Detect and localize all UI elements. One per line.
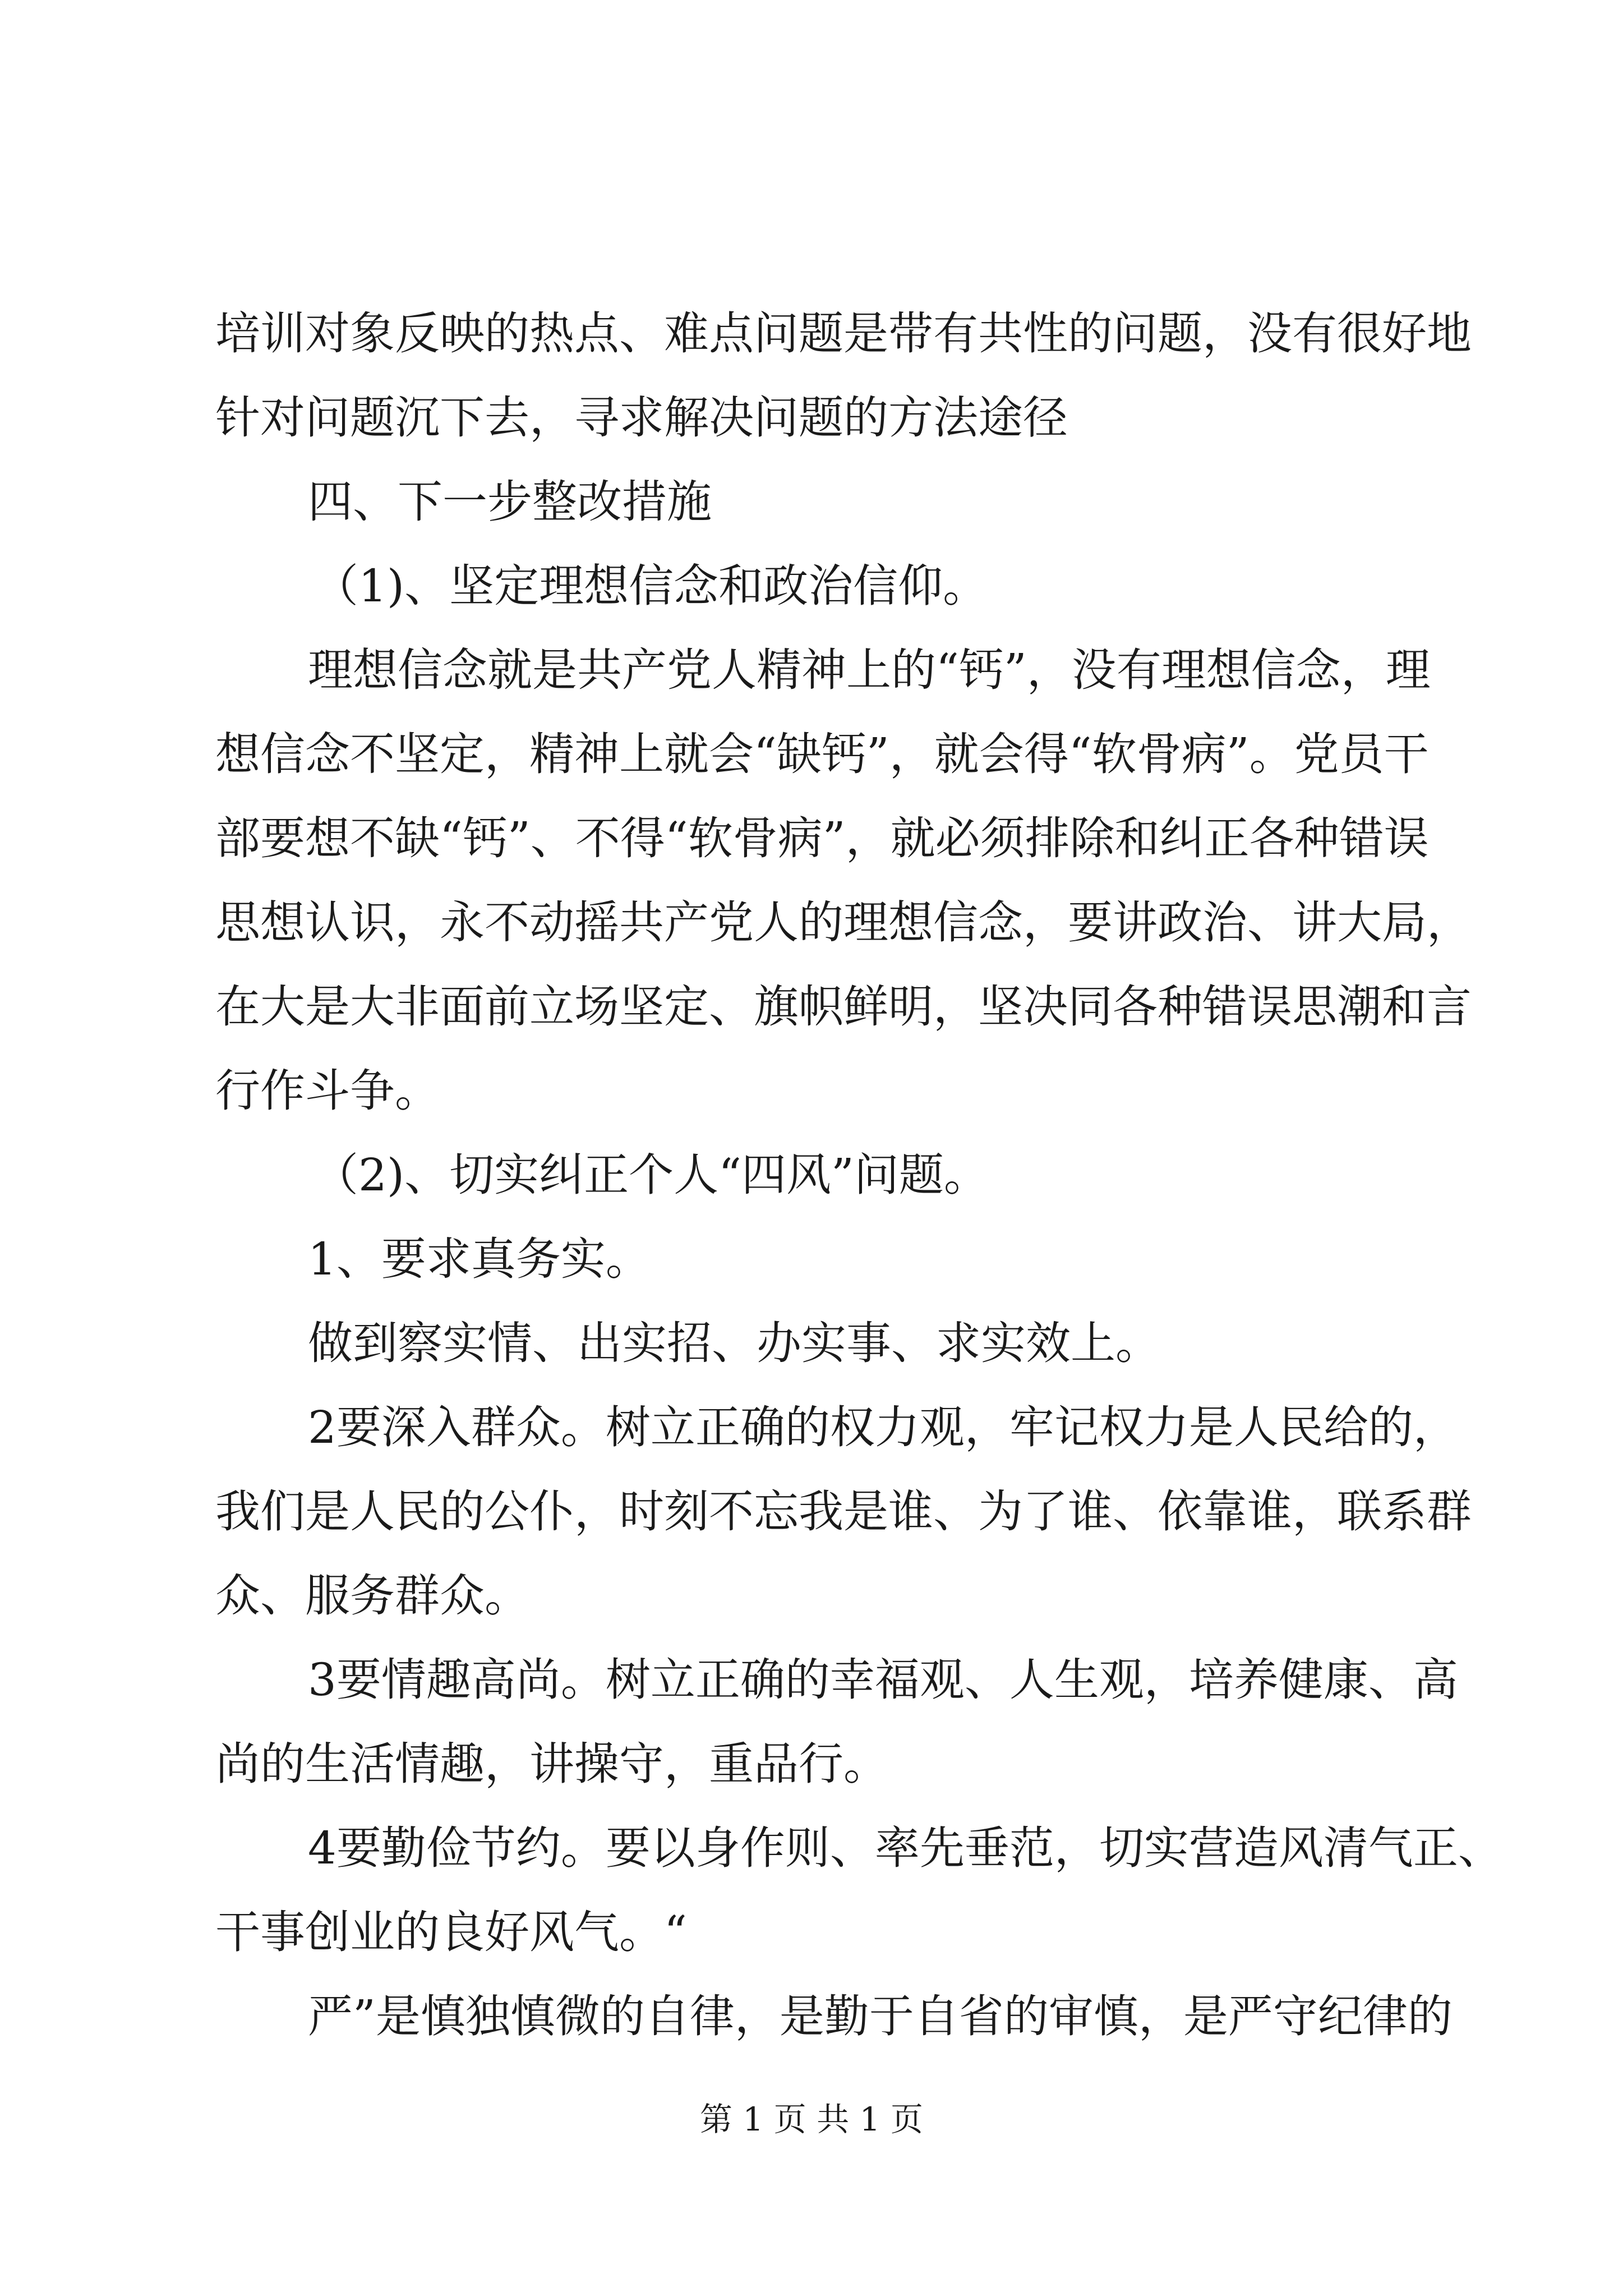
text-line-1: 培训对象反映的热点、难点问题是带有共性的问题，没有很好地 [215,307,1472,360]
text-line-9: 在大是大非面前立场坚定、旗帜鲜明，坚决同各种错误思潮和言 [215,981,1472,1033]
text-line-15: 我们是人民的公仆，时刻不忘我是谁、为了谁、依靠谁，联系群 [215,1485,1472,1538]
text-line-21: 严”是慎独慎微的自律，是勤于自省的审慎，是严守纪律的 [308,1990,1453,2042]
text-line-10: 行作斗争。 [215,1065,440,1117]
text-line-8: 思想认识，永不动摇共产党人的理想信念，要讲政治、讲大局， [215,896,1472,949]
subsection-heading-1: （1)、坚定理想信念和政治信仰。 [313,560,988,612]
text-line-13: 做到察实情、出实招、办实事、求实效上。 [308,1317,1160,1369]
section-heading: 四、下一步整改措施 [308,476,712,528]
text-line-2: 针对问题沉下去，寻求解决问题的方法途径 [215,392,1068,444]
text-line-5: 理想信念就是共产党人精神上的“钙”，没有理想信念，理 [308,644,1431,696]
subsection-heading-2: （2)、切实纠正个人“四风”问题。 [313,1149,989,1201]
text-line-14: 2要深入群众。树立正确的权力观，牢记权力是人民给的， [308,1401,1458,1453]
text-line-19: 4要勤俭节约。要以身作则、率先垂范，切实营造风清气正、 [308,1822,1503,1874]
text-line-17: 3要情趣高尚。树立正确的幸福观、人生观，培养健康、高 [308,1654,1458,1706]
text-line-20: 干事创业的良好风气。“ [215,1906,687,1958]
text-line-16: 众、服务群众。 [215,1570,529,1622]
text-line-12: 1、要求真务实。 [308,1233,651,1285]
page-footer: 第 1 页 共 1 页 [700,2100,923,2138]
text-line-18: 尚的生活情趣，讲操守，重品行。 [215,1738,888,1790]
text-line-6: 想信念不坚定，精神上就会“缺钙”，就会得“软骨病”。党员干 [215,728,1429,780]
document-body [215,292,1503,2059]
text-line-7: 部要想不缺“钙”、不得“软骨病”，就必须排除和纠正各种错误 [215,812,1429,864]
